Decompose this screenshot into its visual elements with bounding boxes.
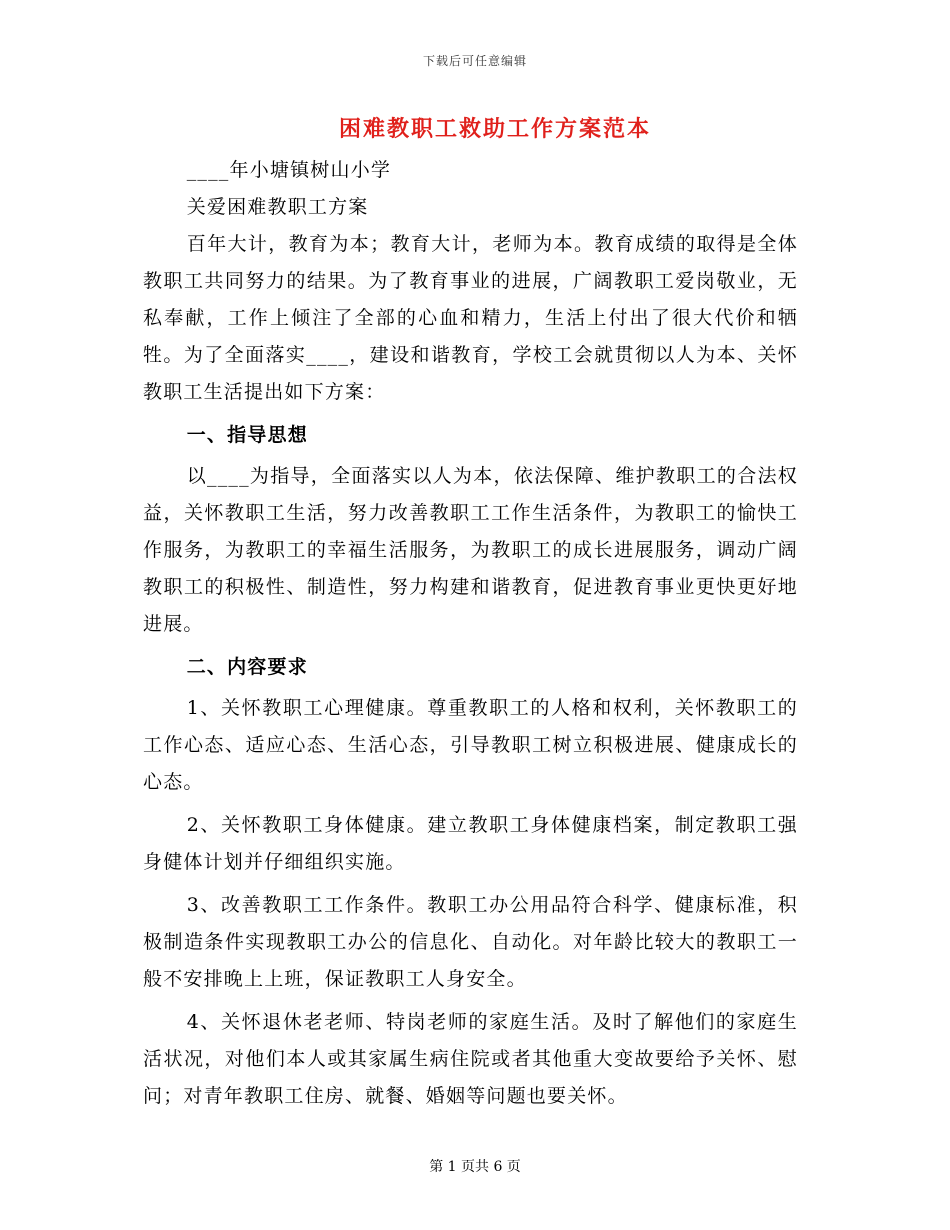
page-number: 第 1 页共 6 页 (429, 1159, 521, 1175)
intro-paragraph: 百年大计，教育为本；教育大计，老师为本。教育成绩的取得是全体教职工共同努力的结果。为了教育事业的进展，广阔教职工爱岗敬业，无私奉献，工作上倾注了全部的心血和精力，生活上付出了很大代价和牺牲。为了全面落实____，建设和谐教育，学校工会就贯彻以人为本、关怀教职工生活提出如下方案： (143, 233, 798, 403)
school-line: ____年小塘镇树山小学 (186, 159, 392, 181)
requirement-item: 4、关怀退休老老师、特岗老师的家庭生活。及时了解他们的家庭生活状况，对他们本人或其家属生病住院或者其他重大变故要给予关怀、慰问；对青年教职工住房、就餐、婚姻等问题也要关怀。 (143, 1011, 798, 1107)
requirement-item: 2、关怀教职工身体健康。建立教职工身体健康档案，制定教职工强身健体计划并仔细组织实施。 (143, 814, 798, 873)
requirement-item: 3、改善教职工工作条件。教职工办公用品符合科学、健康标准，积极制造条件实现教职工办公的信息化、自动化。对年龄比较大的教职工一般不安排晚上上班，保证教职工人身安全。 (143, 894, 798, 990)
document-body (143, 152, 798, 1115)
header-note: 下载后可任意编辑 (422, 54, 527, 68)
section-heading-guiding-thought: 一、指导思想 (186, 424, 308, 446)
requirement-item: 1、关怀教职工心理健康。尊重教职工的人格和权利，关怀教职工的工作心态、适应心态、生活心态，引导教职工树立积极进展、健康成长的心态。 (143, 697, 798, 793)
plan-name-line: 关爱困难教职工方案 (186, 196, 369, 218)
guiding-thought-paragraph: 以____为指导，全面落实以人为本，依法保障、维护教职工的合法权益，关怀教职工生活，努力改善教职工工作生活条件，为教职工的愉快工作服务，为教职工的幸福生活服务，为教职工的成长进展服务，调动广阔教职工的积极性、制造性，努力构建和谐教育，促进教育事业更快更好地进展。 (143, 465, 798, 635)
section-heading-content-requirements: 二、内容要求 (186, 656, 308, 678)
document-title: 困难教职工救助工作方案范本 (338, 116, 651, 142)
